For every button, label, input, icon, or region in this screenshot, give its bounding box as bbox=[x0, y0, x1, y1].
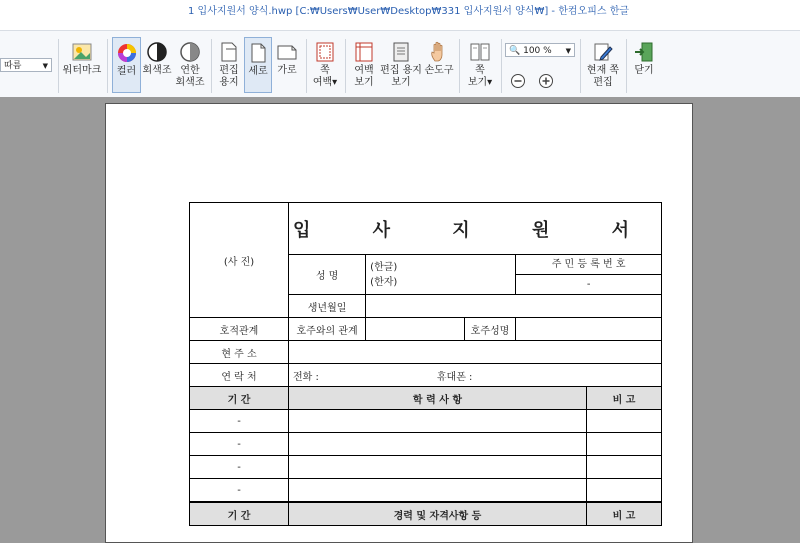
name-field[interactable] bbox=[366, 255, 516, 295]
view-margin-button[interactable] bbox=[349, 37, 379, 93]
page-view-button[interactable] bbox=[463, 37, 497, 93]
contact-label: 연 락 처 bbox=[190, 364, 289, 387]
remarks-field[interactable] bbox=[586, 410, 661, 433]
separator bbox=[580, 39, 581, 93]
landscape-button[interactable] bbox=[273, 37, 301, 93]
view-edit-paper-label-1: 편집 용지 bbox=[380, 65, 422, 76]
separator bbox=[459, 39, 460, 93]
edit-pencil-icon bbox=[592, 41, 614, 63]
education-field[interactable] bbox=[289, 410, 587, 433]
separator bbox=[306, 39, 307, 93]
color-button[interactable] bbox=[112, 37, 141, 93]
chevron-down-icon: ▾ bbox=[332, 77, 338, 88]
period-dash[interactable]: - bbox=[190, 456, 289, 479]
view-edit-paper-icon bbox=[390, 41, 412, 63]
exit-door-icon bbox=[633, 41, 655, 63]
current-page-edit-button[interactable] bbox=[584, 37, 622, 93]
photo-cell bbox=[190, 203, 289, 318]
light-grayscale-icon bbox=[179, 41, 201, 63]
head-name-field[interactable] bbox=[516, 318, 662, 341]
name-hangul: (한글) bbox=[370, 261, 398, 273]
application-form-table bbox=[189, 202, 662, 526]
zoom-combo[interactable] bbox=[505, 43, 575, 57]
title-bar bbox=[0, 0, 800, 30]
page-margin-label-2: 여백 bbox=[312, 77, 333, 88]
edit-paper-label-2: 용지 bbox=[219, 77, 239, 88]
relation-with-head-label: 호주와의 관계 bbox=[289, 318, 366, 341]
period-dash[interactable]: - bbox=[190, 410, 289, 433]
view-edit-paper-label-2: 보기 bbox=[391, 77, 411, 88]
head-name-label: 호주성명 bbox=[464, 318, 515, 341]
education-field[interactable] bbox=[289, 479, 587, 503]
relation-with-head-field[interactable] bbox=[366, 318, 465, 341]
grayscale-icon bbox=[146, 41, 168, 63]
layout-combo[interactable] bbox=[0, 58, 52, 72]
separator bbox=[107, 39, 108, 93]
zoom-in-icon[interactable] bbox=[538, 73, 554, 89]
period-dash[interactable]: - bbox=[190, 433, 289, 456]
table-row bbox=[190, 433, 662, 456]
education-remarks-header: 비 고 bbox=[586, 387, 661, 410]
phone-label: 전화 : bbox=[293, 371, 319, 383]
address-label: 현 주 소 bbox=[190, 341, 289, 364]
color-wheel-icon bbox=[116, 42, 138, 64]
edit-paper-button[interactable] bbox=[215, 37, 243, 93]
edit-paper-icon bbox=[218, 41, 240, 63]
color-label: 컬러 bbox=[116, 66, 137, 77]
separator bbox=[211, 39, 212, 93]
portrait-button[interactable] bbox=[244, 37, 272, 93]
career-remarks-header: 비 고 bbox=[586, 502, 661, 526]
watermark-button[interactable] bbox=[62, 37, 102, 93]
name-hanja: (한자) bbox=[370, 276, 398, 288]
remarks-field[interactable] bbox=[586, 433, 661, 456]
mobile-label: 휴대폰 : bbox=[436, 371, 473, 383]
name-label: 성 명 bbox=[289, 255, 366, 295]
education-period-header: 기 간 bbox=[190, 387, 289, 410]
education-field[interactable] bbox=[289, 433, 587, 456]
chevron-down-icon: ▼ bbox=[565, 47, 571, 55]
table-row bbox=[190, 456, 662, 479]
current-page-edit-label-1: 현재 쪽 bbox=[586, 65, 620, 76]
hand-tool-label: 손도구 bbox=[424, 65, 454, 76]
chevron-down-icon: ▾ bbox=[487, 77, 493, 88]
separator bbox=[626, 39, 627, 93]
remarks-field[interactable] bbox=[586, 456, 661, 479]
view-margin-label-2: 보기 bbox=[354, 77, 374, 88]
watermark-icon bbox=[71, 41, 93, 63]
form-title: 입 사 지 원 서 bbox=[289, 203, 662, 255]
layout-combo-value: 따름 bbox=[4, 61, 22, 71]
page-margin-icon bbox=[314, 41, 336, 63]
watermark-label: 워터마크 bbox=[62, 65, 102, 76]
page-margin-button[interactable] bbox=[310, 37, 340, 93]
close-preview-button[interactable] bbox=[630, 37, 658, 93]
resident-no-label: 주 민 등 록 번 호 bbox=[516, 255, 661, 275]
grayscale-button[interactable] bbox=[142, 37, 172, 93]
view-margin-label-1: 여백 bbox=[354, 65, 374, 76]
family-relation-label: 호적관계 bbox=[190, 318, 289, 341]
education-field[interactable] bbox=[289, 456, 587, 479]
page-margin-label-1: 쪽 bbox=[320, 65, 330, 76]
chevron-down-icon: ▼ bbox=[42, 62, 48, 70]
education-header: 학 력 사 항 bbox=[289, 387, 587, 410]
separator bbox=[58, 39, 59, 93]
separator bbox=[345, 39, 346, 93]
career-header: 경력 및 자격사항 등 bbox=[289, 502, 587, 526]
magnifier-icon: 🔍 bbox=[509, 46, 521, 56]
zoom-out-icon[interactable] bbox=[510, 73, 526, 89]
contact-field[interactable] bbox=[289, 364, 662, 387]
page-view-label-1: 쪽 bbox=[475, 65, 485, 76]
career-period-header: 기 간 bbox=[190, 502, 289, 526]
landscape-page-icon bbox=[276, 41, 298, 63]
edit-paper-label-1: 편집 bbox=[219, 65, 239, 76]
close-label: 닫기 bbox=[634, 65, 654, 76]
hand-tool-button[interactable] bbox=[424, 37, 454, 93]
light-grayscale-label-2: 회색조 bbox=[175, 77, 205, 88]
zoom-value: 100 % bbox=[523, 46, 552, 56]
view-edit-paper-button[interactable] bbox=[380, 37, 422, 93]
current-page-edit-label-2: 편집 bbox=[593, 77, 613, 88]
birth-field[interactable] bbox=[366, 295, 662, 318]
print-preview-ribbon bbox=[0, 30, 800, 98]
light-grayscale-label-1: 연한 bbox=[180, 65, 200, 76]
birth-label: 생년월일 bbox=[289, 295, 366, 318]
resident-no-cell bbox=[516, 255, 662, 295]
portrait-label: 세로 bbox=[248, 66, 268, 77]
resident-no-value[interactable]: - bbox=[586, 279, 591, 290]
portrait-page-icon bbox=[247, 42, 269, 64]
grayscale-label: 회색조 bbox=[142, 65, 172, 76]
view-margin-icon bbox=[353, 41, 375, 63]
photo-label: (사 진) bbox=[223, 256, 255, 268]
window-title: 1 입사지원서 양식.hwp [C:₩Users₩User₩Desktop₩331 입사지원서 양식₩] - 한컴오피스 한글 bbox=[188, 6, 630, 17]
separator bbox=[501, 39, 502, 93]
table-row bbox=[190, 479, 662, 503]
period-dash[interactable]: - bbox=[190, 479, 289, 503]
hand-icon bbox=[428, 41, 450, 63]
remarks-field[interactable] bbox=[586, 479, 661, 503]
page-view-label-2: 보기 bbox=[467, 77, 488, 88]
light-grayscale-button[interactable] bbox=[174, 37, 206, 93]
landscape-label: 가로 bbox=[277, 65, 297, 76]
table-row bbox=[190, 410, 662, 433]
page-view-icon bbox=[469, 41, 491, 63]
address-field[interactable] bbox=[289, 341, 662, 364]
